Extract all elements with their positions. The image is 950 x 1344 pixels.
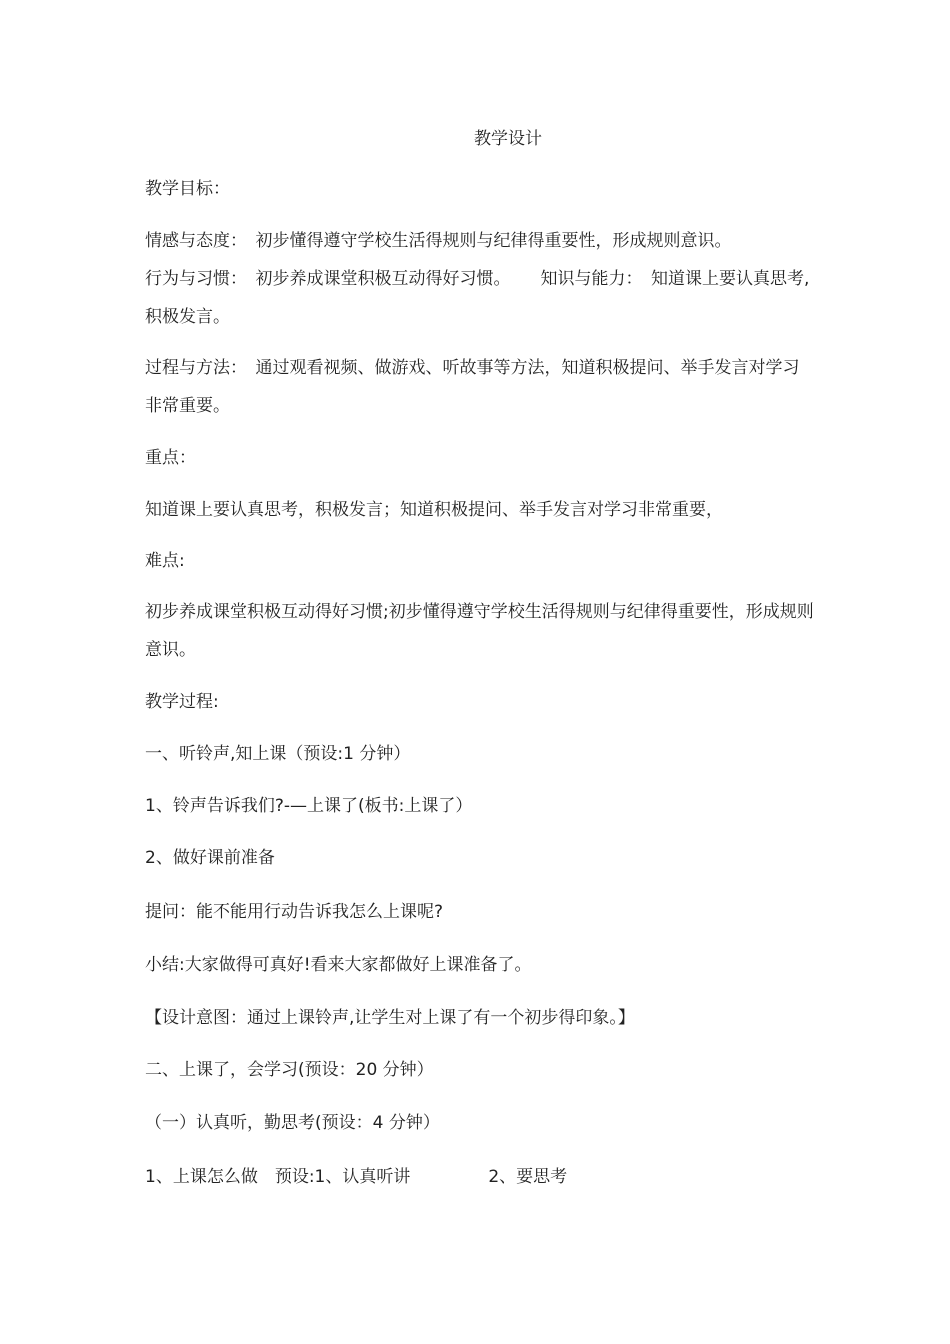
summary: 小结:大家做得可真好!看来大家都做好上课准备了。 [145, 955, 532, 975]
objective-emotion: 情感与态度： 初步懂得遵守学校生活得规则与纪律得重要性，形成规则意识。 [145, 231, 732, 251]
item-last [145, 1158, 815, 1196]
section-2-heading: 二、上课了，会学习(预设：20 分钟） [145, 1060, 434, 1080]
difficulty-heading: 难点: [145, 551, 185, 571]
difficulty-text: 初步养成课堂积极互动得好习惯;初步懂得遵守学校生活得规则与纪律得重要性，形成规则意识。 [145, 602, 814, 660]
item-1: 1、铃声告诉我们?-—上课了(板书:上课了） [145, 796, 473, 816]
objective-process: 过程与方法： 通过观看视频、做游戏、听故事等方法，知道积极提问、举手发言对学习非常重要。 [145, 358, 800, 416]
section-1-heading: 一、听铃声,知上课（预设:1 分钟） [145, 744, 411, 764]
subsection-1-heading: （一）认真听，勤思考(预设：4 分钟） [145, 1113, 440, 1133]
item-2: 2、做好课前准备 [145, 848, 275, 868]
item-last-b: 2、要思考 [488, 1167, 568, 1187]
item-last-a: 1、上课怎么做 预设:1、认真听讲 [145, 1167, 411, 1187]
document-title: 教学设计 [474, 129, 542, 149]
key-heading: 重点： [145, 448, 196, 468]
question: 提问：能不能用行动告诉我怎么上课呢? [145, 902, 444, 922]
process-heading: 教学过程: [145, 692, 219, 712]
objective-behavior-knowledge [145, 260, 815, 336]
objective-behavior: 行为与习惯： 初步养成课堂积极互动得好习惯。 [145, 269, 511, 289]
key-text: 知道课上要认真思考，积极发言；知道积极提问、举手发言对学习非常重要， [145, 500, 723, 520]
objective-knowledge: 知识与能力： 知道课上要认真思考,积极发言。 [145, 269, 810, 327]
objectives-heading: 教学目标： [145, 179, 230, 199]
design-intent: 【设计意图：通过上课铃声,让学生对上课了有一个初步得印象。】 [145, 1008, 635, 1028]
